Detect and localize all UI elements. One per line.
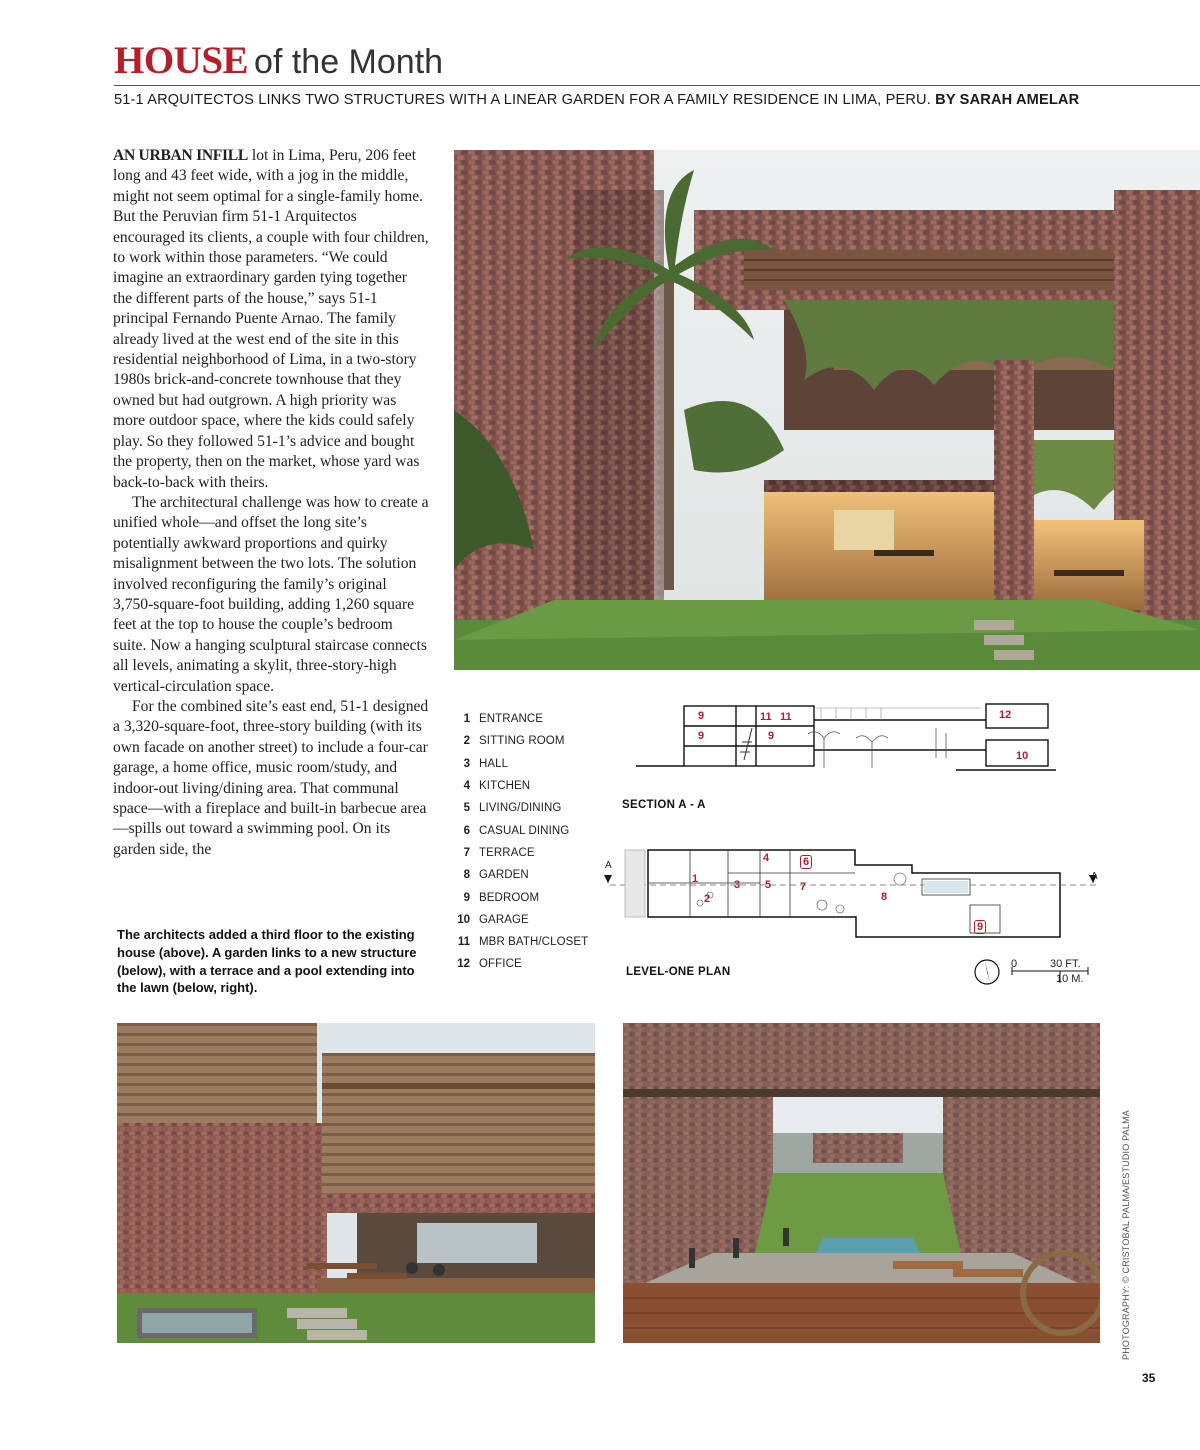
legend-item: 7 TERRACE [463, 846, 535, 859]
pool-photo-illustration [623, 1023, 1100, 1343]
byline: BY SARAH AMELAR [935, 92, 1080, 108]
plan-number: 8 [881, 891, 888, 903]
lead-in: AN URBAN INFILL [113, 147, 248, 164]
article-body [113, 146, 429, 860]
legend-item: 9 BEDROOM [463, 891, 540, 904]
scale-feet: 30 FT. [1050, 958, 1081, 970]
section-marker-right: A [1091, 871, 1098, 882]
plan-number: 1 [692, 873, 699, 885]
paragraph-1 [113, 146, 429, 493]
section-drawing [636, 698, 1056, 776]
legend-item: 5 LIVING/DINING [463, 802, 562, 815]
legend-item: 11 MBR BATH/CLOSET [457, 936, 589, 949]
scale-bar [972, 955, 1092, 991]
section-number: 10 [1016, 750, 1029, 762]
plan-number: 7 [800, 881, 807, 893]
main-photo [454, 150, 1200, 670]
section-number: 11 [760, 711, 772, 723]
title-strong: HOUSE [114, 39, 249, 82]
photo-caption: The architects added a third floor to the existing house (above). A garden links to a new structure (below), with a terrace and a pool extending into the lawn (below, right). [117, 927, 417, 996]
page-title [114, 38, 443, 86]
plan-label: LEVEL-ONE PLAN [626, 966, 731, 978]
legend-item: 6 CASUAL DINING [463, 824, 570, 837]
deck-text: 51-1 ARQUITECTOS LINKS TWO STRUCTURES WITH A LINEAR GARDEN FOR A FAMILY RESIDENCE IN LIMA, PERU. [114, 92, 931, 108]
section-number: 12 [999, 709, 1012, 721]
plan-lines [600, 845, 1100, 945]
scale-zero: 0 [1011, 958, 1018, 970]
pool-photo [623, 1023, 1100, 1343]
legend-item: 3 HALL [463, 757, 509, 770]
legend-item: 12 OFFICE [457, 958, 522, 971]
section-number: 11 [780, 711, 792, 723]
main-photo-illustration [454, 150, 1200, 670]
plan-number: 6 [800, 855, 812, 869]
paragraph-1-text: lot in Lima, Peru, 206 feet long and 43 feet wide, with a jog in the middle, might not seem optimal for a single-family home. But the Peruvian firm 51-1 Arquitectos encouraged its clients, a couple with four children, to work within those parameters. “We could imagine an extraordinary garden tying together the different parts of the house,” says 51-1 principal Fernando Puente Arnao. The family already lived at the west end of the site in this residential neighborhood of Lima, in a two-story 1980s brick-and-concrete townhouse that they owned but had outgrown. A high priority was more outdoor space, where the kids could safely play. So they followed 51-1’s advice and bought the property, then on the market, whose yard was back-to-back with theirs. [113, 147, 429, 491]
legend-item: 2 SITTING ROOM [463, 735, 565, 748]
plan-number: 3 [734, 879, 741, 891]
deck [114, 92, 1079, 108]
photo-credit: PHOTOGRAPHY: © CRISTOBAL PALMA/ESTUDIO PALMA [1121, 1110, 1131, 1360]
legend-item: 1 ENTRANCE [463, 713, 544, 726]
plan-number: 4 [763, 852, 770, 864]
section-number: 9 [698, 710, 705, 722]
legend-item: 4 KITCHEN [463, 780, 531, 793]
section-number: 9 [768, 730, 775, 742]
header-divider [114, 85, 1200, 86]
plan-number: 2 [704, 893, 711, 905]
section-number: 9 [698, 730, 705, 742]
plan-number: 9 [974, 920, 986, 934]
title-rest: of the Month [254, 43, 444, 81]
plan-drawing [600, 845, 1100, 945]
terrace-photo [117, 1023, 595, 1343]
plan-number: 5 [765, 879, 772, 891]
legend-item: 10 GARAGE [457, 913, 529, 926]
paragraph-3: For the combined site’s east end, 51-1 designed a 3,320-square-foot, three-story building (with its own facade on another street) to include a four-car garage, a home office, music room/study, and indoor-out living/dining area. That communal space—with a fireplace and built-in barbecue area—spills out toward a swimming pool. On its garden side, the [113, 697, 429, 858]
section-label: SECTION A - A [622, 799, 706, 811]
page-number: 35 [1142, 1371, 1156, 1385]
terrace-photo-illustration [117, 1023, 595, 1343]
section-marker-left: A [605, 860, 612, 871]
legend-item: 8 GARDEN [463, 869, 529, 882]
paragraph-2: The architectural challenge was how to create a unified whole—and offset the long site’s potentially awkward proportions and quirky misalignment between the two lots. The solution involved reconfiguring the family’s original 3,750-square-foot building, adding 1,260 square feet at the top to house the couple’s bedroom suite. Now a hanging sculptural staircase connects all levels, animating a skylit, three-story-high vertical-circulation space. [113, 493, 429, 695]
scale-meters: 10 M. [1056, 973, 1084, 985]
room-legend [448, 708, 618, 976]
